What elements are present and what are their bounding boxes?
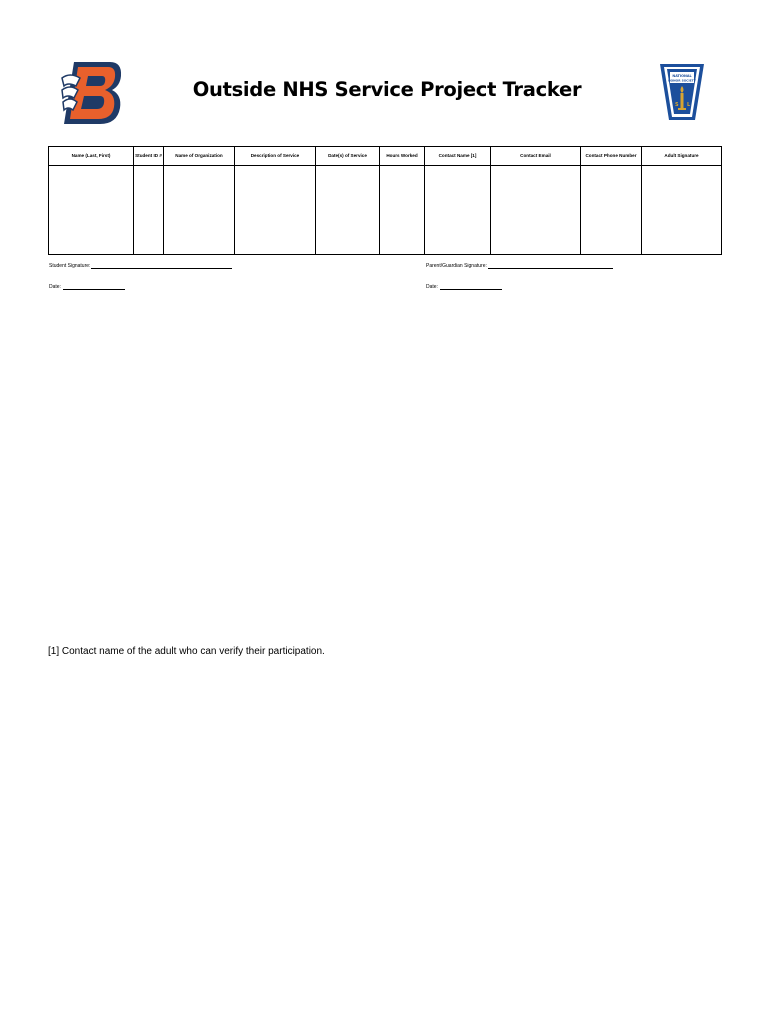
- parent-date-label: Date:: [426, 284, 438, 290]
- parent-signature-line: [426, 263, 613, 269]
- column-header: Description of Service: [235, 147, 316, 166]
- parent-signature-label: Parent/Guardian Signature:: [426, 263, 487, 269]
- school-b-logo: [60, 58, 124, 126]
- parent-signature-field[interactable]: [488, 263, 613, 269]
- column-header: Name of Organization: [164, 147, 235, 166]
- student-signature-label: Student Signature:: [49, 263, 91, 269]
- table-cell[interactable]: [642, 166, 722, 255]
- table-cell[interactable]: [581, 166, 642, 255]
- service-tracker-table: [48, 146, 722, 255]
- parent-date-line: [426, 284, 502, 290]
- column-header: Adult Signature: [642, 147, 722, 166]
- column-header: Hours Worked: [380, 147, 425, 166]
- student-signature-field[interactable]: [91, 263, 232, 269]
- svg-text:L: L: [687, 102, 691, 108]
- student-signature-line: [49, 263, 232, 269]
- table-cell[interactable]: [491, 166, 581, 255]
- parent-date-field[interactable]: [440, 284, 502, 290]
- svg-text:S: S: [675, 102, 679, 108]
- column-header: Name (Last, First): [49, 147, 134, 166]
- column-header: Student ID #: [134, 147, 164, 166]
- student-date-field[interactable]: [63, 284, 125, 290]
- table-cell[interactable]: [49, 166, 134, 255]
- column-header: Contact Name [1]: [425, 147, 491, 166]
- table-cell[interactable]: [425, 166, 491, 255]
- column-header: Contact Email: [491, 147, 581, 166]
- table-header-row: [49, 147, 722, 166]
- page-title: Outside NHS Service Project Tracker: [192, 78, 582, 101]
- nhs-keystone-logo: [657, 62, 707, 122]
- table-row: [49, 166, 722, 255]
- column-header: Date(s) of Service: [316, 147, 380, 166]
- table-cell[interactable]: [380, 166, 425, 255]
- svg-text:HONOR SOCIETY: HONOR SOCIETY: [668, 78, 696, 83]
- svg-text:NATIONAL: NATIONAL: [672, 74, 692, 78]
- footnote: [1] Contact name of the adult who can verify their participation.: [48, 646, 325, 657]
- table-cell[interactable]: [235, 166, 316, 255]
- table-cell[interactable]: [164, 166, 235, 255]
- table-cell[interactable]: [134, 166, 164, 255]
- column-header: Contact Phone Number: [581, 147, 642, 166]
- student-date-label: Date:: [49, 284, 61, 290]
- student-date-line: [49, 284, 125, 290]
- table-cell[interactable]: [316, 166, 380, 255]
